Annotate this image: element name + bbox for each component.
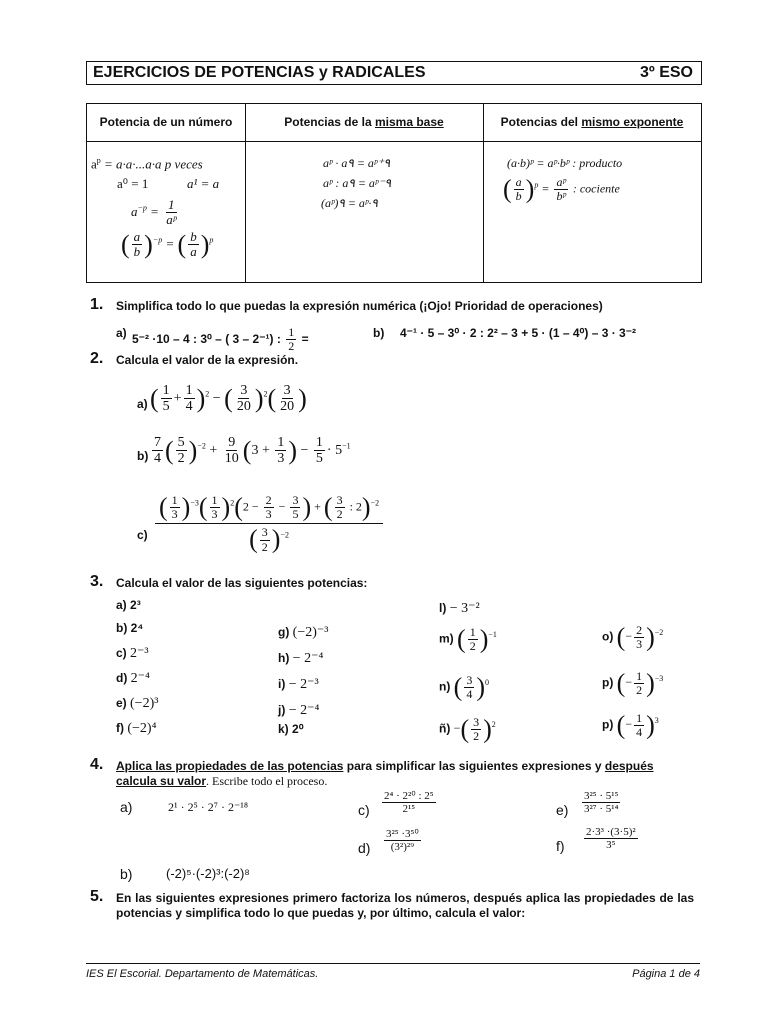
- q2-b-label: b): [137, 449, 149, 463]
- question-4-text: Aplica las propiedades de las potencias para simplificar las siguientes expresiones y después calcula su valor. Escribe todo el proceso.: [116, 759, 654, 788]
- q4-b-label: b): [120, 866, 133, 882]
- q3-item-b: b) 2⁴: [116, 621, 144, 635]
- formula-power-of-power: (aᵖ)۹ = aᵖ·۹: [321, 196, 378, 210]
- formula-power-definition: $a^p = a\cdot a\cdot...a\cdot a$ p veces: [91, 156, 203, 172]
- q3-item-a: a) 2³: [116, 598, 141, 612]
- question-3-number: 3.: [90, 573, 104, 590]
- header-box: [86, 61, 702, 85]
- question-3-text: Calcula el valor de las siguientes potencias:: [116, 576, 368, 590]
- q1-a-expression: 5⁻² ·10 – 4 : 3⁰ – ( 3 – 2⁻¹) : $\frac{1}{2}$ =: [132, 325, 309, 354]
- question-4-number: 4.: [90, 756, 104, 773]
- formula-negative-exponent: $a^{-p}$ = $\frac{1}{\text{aᵖ}}$: [131, 197, 177, 228]
- table-divider: [483, 104, 484, 282]
- formula-one-exponent: a¹ = a: [187, 176, 220, 191]
- table-header-col1: Potencia de un número: [99, 115, 233, 129]
- q3-item-e: e) (−2)³: [116, 696, 159, 711]
- q4-a-label: a): [120, 799, 133, 815]
- formula-product-same-base: aᵖ · a۹ = aᵖ⁺۹: [323, 156, 391, 170]
- q3-item-l: l) − 3⁻²: [439, 601, 480, 616]
- q4-c-label: c): [358, 802, 370, 818]
- question-5-number: 5.: [90, 888, 104, 905]
- q3-item-p2: p) (− $\frac{1}{4}$ )$^3$: [602, 710, 659, 740]
- q2-c-expression: ( $\frac{1}{3}$ )$^{-3}$( $\frac{1}{3}$ )$^2$(2 − $\frac{2}{3}$ − $\frac{3}{5}$ ) + ( $\frac{3}{2}$ : 2)$^{-2}$ ( $\frac{3}{2}$ )$^{-2}$: [155, 494, 383, 554]
- table-divider: [87, 141, 701, 142]
- table-divider: [245, 104, 246, 282]
- q3-item-j: j) − 2⁻⁴: [278, 703, 320, 718]
- q1-a-label: a): [116, 326, 127, 340]
- question-1-text: Simplifica todo lo que puedas la expresión numérica (¡Ojo! Prioridad de operaciones): [116, 299, 603, 313]
- q4-d-label: d): [358, 840, 371, 856]
- q4-f-label: f): [556, 838, 565, 854]
- formula-quotient-same-base: aᵖ : a۹ = aᵖ⁻۹: [323, 176, 392, 190]
- table-header-col2: Potencias de la misma base: [284, 115, 444, 129]
- document-title: EJERCICIOS DE POTENCIAS y RADICALES: [93, 64, 426, 81]
- question-2-text: Calcula el valor de la expresión.: [116, 353, 299, 367]
- q3-item-o: o) (− $\frac{2}{3}$ )$^{-2}$: [602, 622, 664, 652]
- q3-item-g: g) (−2)⁻³: [278, 625, 329, 640]
- q3-item-c: c) 2⁻³: [116, 646, 149, 661]
- q3-item-f: f) (−2)⁴: [116, 721, 157, 736]
- q2-b-expression: $\frac{7}{4}$ ( $\frac{5}{2}$ )$^{-2}$ + $\frac{9}{10}$ (3 + $\frac{1}{3}$ ) − $\frac{1}{5}$ · $5^{-1}$: [154, 435, 351, 467]
- q3-item-d: d) 2⁻⁴: [116, 671, 150, 686]
- formula-quotient-same-exponent: ( $\frac{a}{b}$ )$^p$ = $\frac{\text{aᵖ}}{\text{bᵖ}}$ : cociente: [503, 174, 620, 204]
- q3-item-enye: ñ) −( $\frac{3}{2}$ )$^2$: [439, 714, 496, 744]
- q1-b-expression: 4⁻¹ · 5 – 3⁰ · 2 : 2² – 3 + 5 · (1 – 4⁰) – 3 · 3⁻²: [400, 326, 637, 340]
- q2-a-label: a): [137, 397, 148, 411]
- q3-item-p1: p) (− $\frac{1}{2}$ )$^{-3}$: [602, 668, 664, 698]
- q3-item-m: m) ( $\frac{1}{2}$ )$^{-1}$: [439, 624, 497, 654]
- q4-b-expression: (-2)⁵·(-2)³:(-2)⁸: [166, 866, 250, 881]
- formula-product-same-exponent: (a·b)ᵖ = aᵖ·bᵖ : producto: [507, 156, 623, 170]
- footer-page-number: Página 1 de 4: [632, 968, 700, 980]
- q2-a-expression: ( $\frac{1}{5}$ + $\frac{1}{4}$ )$^2$ − ( $\frac{3}{20}$ )$^2$( $\frac{3}{20}$ ): [150, 383, 307, 415]
- q4-e-expression: $\frac{\text{3²⁵ · 5¹⁵}}{\text{3²⁷ · 5¹⁴}}$: [584, 790, 619, 816]
- q4-c-expression: $\frac{\text{2⁴ · 2²⁰ : 2⁵}}{\text{2¹⁵}}$: [384, 790, 434, 816]
- q3-item-k: k) 2⁰: [278, 722, 304, 736]
- q3-item-i: i) − 2⁻³: [278, 677, 319, 692]
- q3-item-n: n) ( $\frac{3}{4}$ )$^0$: [439, 672, 490, 702]
- q4-f-expression: $\frac{\text{2·3³ ·(3·5)²}}{\text{3⁵}}$: [586, 826, 636, 852]
- footer-school: IES El Escorial. Departamento de Matemáticas.: [86, 968, 319, 980]
- q3-item-h: h) − 2⁻⁴: [278, 651, 324, 666]
- formula-inverse-fraction: ( $\frac{a}{b}$ )$^{-p}$ = ( $\frac{b}{a}$ )$^p$: [121, 229, 214, 260]
- q1-b-label: b): [373, 326, 385, 340]
- q2-c-label: c): [137, 528, 148, 542]
- question-1-number: 1.: [90, 296, 104, 313]
- table-header-col3: Potencias del mismo exponente: [500, 115, 684, 129]
- q4-d-expression: $\frac{\text{3²⁵ ·3⁵⁰}}{\text{(3²)²⁹}}$: [386, 828, 419, 854]
- question-2-number: 2.: [90, 350, 104, 367]
- formula-table: [86, 103, 702, 283]
- formula-zero-exponent: a⁰ = 1: [117, 176, 149, 191]
- footer-divider: [86, 963, 700, 964]
- q4-e-label: e): [556, 802, 569, 818]
- q4-a-expression: 2¹ · 2⁵ · 2⁷ · 2⁻¹⁸: [168, 800, 249, 814]
- question-5-text: En las siguientes expresiones primero factoriza los números, después aplica las propiedades de las potencias y simplifica todo lo que puedas y, por último, calcula el valor:: [116, 891, 694, 920]
- course-level: 3º ESO: [640, 64, 693, 81]
